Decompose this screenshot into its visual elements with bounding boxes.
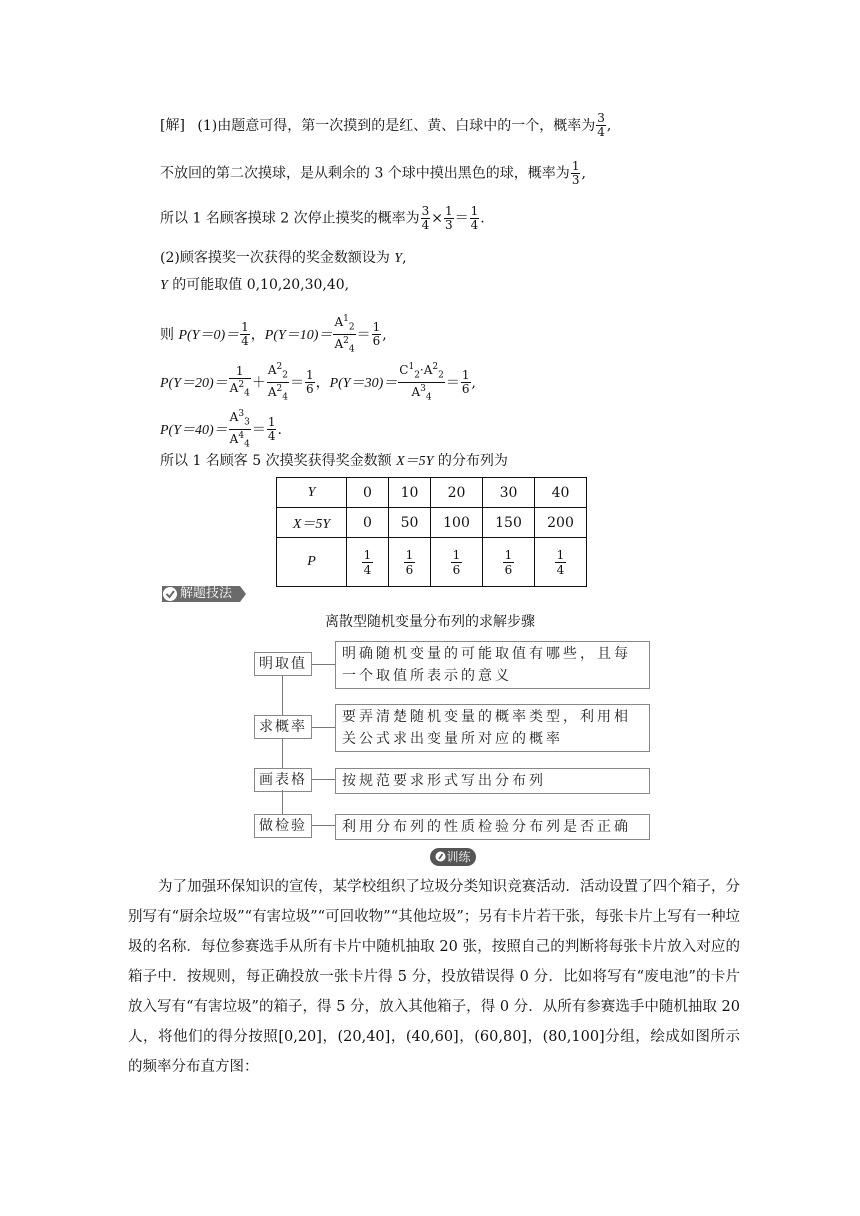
method-title: 离散型随机变量分布列的求解步骤 [325,614,535,630]
solution-line-7: P(Y＝20)＝ $\frac{1}{A^2_4}$ ＋ $\frac{A^2_2}{A^2_4}$ ＝ $\frac{1}{6}$ ，P(Y＝30)＝ $\frac{C^1_2\cdot A^2_2}{A^3_4}$ ＝ $\frac{1}{6}$ , [160,362,476,403]
table-cell: 0 [347,478,389,508]
table-cell: 150 [483,508,535,538]
solution-line-9: 所以 1 名顾客 5 次摸奖获得奖金数额 X＝5Y 的分布列为 [160,453,508,469]
step-label: 求概率 [254,715,312,739]
step-label: 画表格 [254,768,312,792]
connector-line [282,675,283,715]
solution-line-4: (2)顾客摸奖一次获得的奖金数额设为 Y, [160,250,407,266]
table-cell: 0 [347,508,389,538]
table-cell: Y [277,478,347,508]
step-label: 做检验 [254,814,312,838]
distribution-table [276,477,587,587]
solution-line-6: 则 P(Y＝0)＝ $\frac{1}{4}$ ，P(Y＝10)＝ $\frac{A^1_2}{A^2_4}$ ＝ $\frac{1}{6}$ , [160,314,387,355]
connector-line [311,779,335,780]
table-cell: P [277,538,347,587]
solution-line-3: 所以 1 名顾客摸球 2 次停止摸奖的概率为 $\frac{3}{4}$ × $\frac{1}{3}$ ＝ $\frac{1}{4}$ . [160,204,485,232]
table-cell: 100 [431,508,483,538]
solution-tag: [解] [160,117,185,134]
connector-line [311,825,335,826]
step-description: 明确随机变量的可能取值有哪些，且每一个取值所表示的意义 [335,641,650,689]
table-cell: 10 [389,478,431,508]
table-cell: X＝5Y [277,508,347,538]
solution-line-5: Y 的可能取值 0,10,20,30,40, [160,277,350,293]
solution-line-8: P(Y＝40)＝ $\frac{A^3_3}{A^4_4}$ ＝ $\frac{1}{4}$ . [160,409,282,450]
table-cell: 20 [431,478,483,508]
step-description: 按规范要求形式写出分布列 [335,768,650,794]
solution-line-1: [解] (1)由题意可得，第一次摸到的是红、黄、白球中的一个，概率为 $\frac{3}{4}$ , [160,111,612,139]
connector-line [311,727,335,728]
table-cell: 30 [483,478,535,508]
pencil-icon [435,851,446,862]
training-badge-label: 训练 [430,848,476,866]
table-cell: $\frac{1}{6}$ [431,538,483,587]
method-badge-label: 解题技法 [180,586,233,601]
step-label: 明取值 [254,652,312,676]
table-cell: 40 [535,478,587,508]
table-row [277,538,587,587]
step-description: 利用分布列的性质检验分布列是否正确 [335,814,650,840]
connector-line [311,664,335,665]
table-cell: 200 [535,508,587,538]
fraction: $\frac{1}{3}$ [571,159,580,187]
table-cell: $\frac{1}{6}$ [389,538,431,587]
connector-line [282,790,283,814]
table-row [277,508,587,538]
table-cell: $\frac{1}{4}$ [535,538,587,587]
table-cell: $\frac{1}{6}$ [483,538,535,587]
table-row [277,478,587,508]
solution-line-2: 不放回的第二次摸球，是从剩余的 3 个球中摸出黑色的球，概率为 $\frac{1}{3}$ , [160,159,586,187]
table-cell: $\frac{1}{4}$ [347,538,389,587]
step-description: 要弄清楚随机变量的概率类型，利用相关公式求出变量所对应的概率 [335,704,650,752]
fraction: $\frac{3}{4}$ [597,111,605,139]
connector-line [282,739,283,768]
table-cell: 50 [389,508,431,538]
training-paragraph: 为了加强环保知识的宣传，某学校组织了垃圾分类知识竞赛活动．活动设置了四个箱子，分别写有“厨余垃圾”“有害垃圾”“可回收物”“其他垃圾”；另有卡片若干张，每张卡片上写有一种垃圾的名称．每位参赛选手从所有卡片中随机抽取 20 张，按照自己的判断将每张卡片放入对应的箱子中．按规则，每正确投放一张卡片得 5 分，投放错误得 0 分．比如将写有“废电池”的卡片放入写有“有害垃圾”的箱子，得 5 分，放入其他箱子，得 0 分．从所有参赛选手中随机抽取 20 人，将他们的得分按照[0,20]，(20,40]，(40,60]，(60,80]，(80,100]分组，绘成如图所示的频率分布直方图： [128,879,740,1075]
